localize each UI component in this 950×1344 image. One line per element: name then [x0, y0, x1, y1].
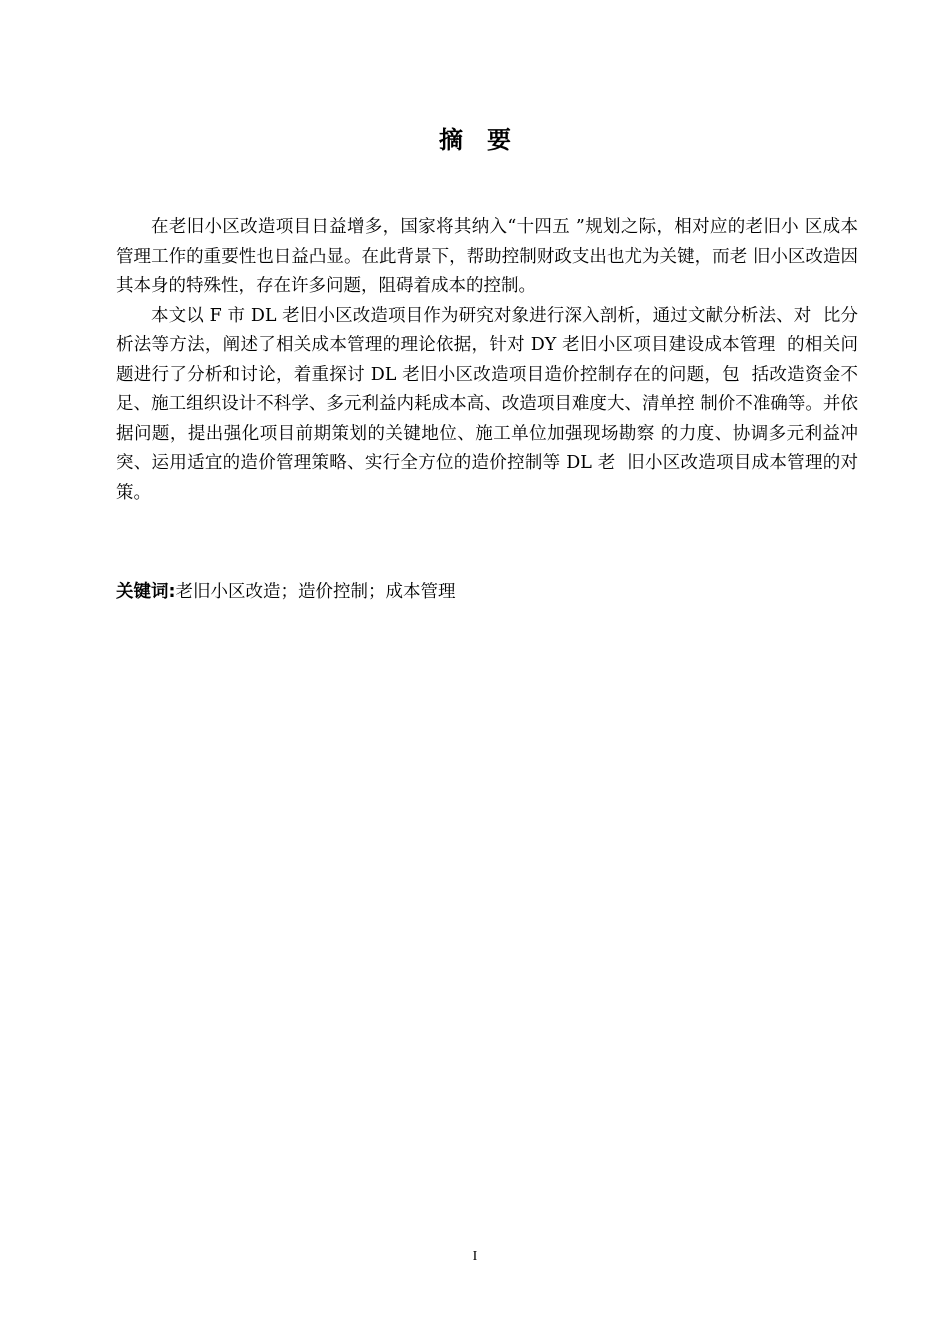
keywords-value: 老旧小区改造；造价控制；成本管理 — [175, 582, 456, 602]
abstract-title: 摘要 — [439, 126, 535, 154]
keywords-label: 关键词: — [116, 582, 176, 602]
abstract-body — [116, 213, 858, 508]
abstract-paragraph-2: 本文以 F 市 DL 老旧小区改造项目作为研究对象进行深入剖析，通过文献分析法、对 比分析法等方法，阐述了相关成本管理的理论依据，针对 DY 老旧小区项目建设成本管理 的相关问题进行了分析和讨论，着重探讨 DL 老旧小区改造项目造价控制存在的问题，包 括改造资金不足、施工组织设计不科学、多元利益内耗成本高、改造项目难度大、清单控 制价不准确等。并依据问题，提出强化项目前期策划的关键地位、施工单位加强现场勘察 的力度、协调多元利益冲突、运用适宜的造价管理策略、实行全方位的造价控制等 DL 老 旧小区改造项目成本管理的对策。 — [116, 305, 858, 503]
abstract-paragraph-1: 在老旧小区改造项目日益增多，国家将其纳入“十四五 ”规划之际，相对应的老旧小 区成本管理工作的重要性也日益凸显。在此背景下，帮助控制财政支出也尤为关键，而老 旧小区改造因其本身的特殊性，存在许多问题，阻碍着成本的控制。 — [116, 217, 859, 296]
keywords-line — [116, 578, 858, 608]
page-number: I — [472, 1249, 478, 1264]
